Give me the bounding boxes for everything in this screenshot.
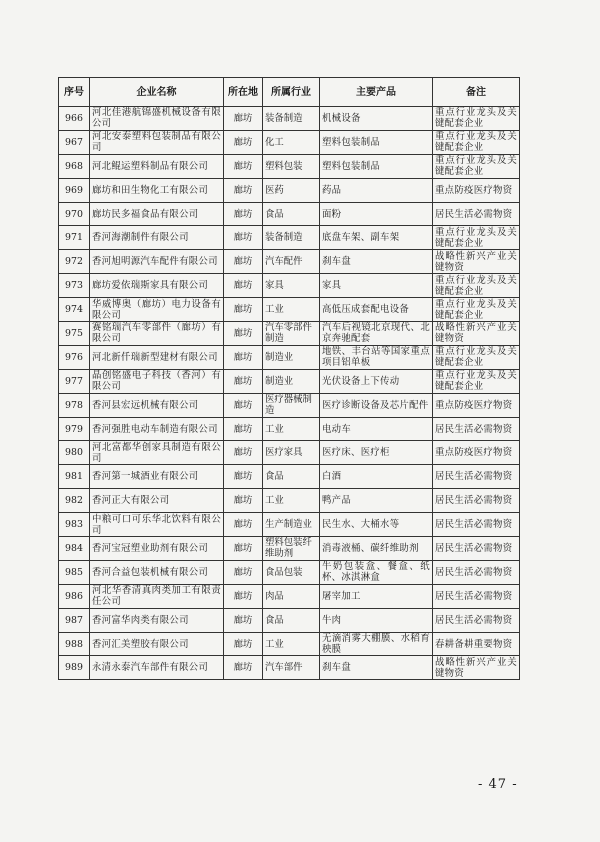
header-company: 企业名称 <box>90 78 224 107</box>
cell-products: 汽车后视镜北京现代、北京奔驰配套 <box>320 322 433 346</box>
cell-industry: 食品 <box>263 465 320 489</box>
cell-location: 廊坊 <box>224 178 263 202</box>
cell-index: 974 <box>59 298 90 322</box>
table-row <box>59 537 520 561</box>
cell-location: 廊坊 <box>224 489 263 513</box>
cell-location: 廊坊 <box>224 274 263 298</box>
cell-products: 药品 <box>320 178 433 202</box>
cell-notes: 居民生活必需物资 <box>433 584 520 608</box>
cell-industry: 家具 <box>263 274 320 298</box>
table-row <box>59 608 520 632</box>
cell-company: 香河县宏远机械有限公司 <box>90 393 224 417</box>
cell-products: 塑料包装制品 <box>320 130 433 154</box>
table-row <box>59 369 520 393</box>
cell-company: 河北富都华创家具制造有限公司 <box>90 441 224 465</box>
cell-index: 966 <box>59 107 90 131</box>
cell-notes: 居民生活必需物资 <box>433 202 520 226</box>
cell-products: 消毒液桶、碳纤维助剂 <box>320 537 433 561</box>
cell-products: 医疗床、医疗柜 <box>320 441 433 465</box>
cell-notes: 重点行业龙头及关键配套企业 <box>433 274 520 298</box>
cell-location: 廊坊 <box>224 107 263 131</box>
table-header-row <box>59 78 520 107</box>
cell-location: 廊坊 <box>224 584 263 608</box>
cell-company: 香河汇美塑胶有限公司 <box>90 632 224 656</box>
cell-company: 永清永泰汽车部件有限公司 <box>90 656 224 680</box>
cell-company: 中粮可口可乐华北饮料有限公司 <box>90 513 224 537</box>
cell-index: 987 <box>59 608 90 632</box>
table-row <box>59 250 520 274</box>
cell-company: 赛铭瑞汽车零部件（廊坊）有限公司 <box>90 322 224 346</box>
cell-products: 鸭产品 <box>320 489 433 513</box>
table-row <box>59 560 520 584</box>
table-row <box>59 632 520 656</box>
table-row <box>59 584 520 608</box>
cell-index: 967 <box>59 130 90 154</box>
cell-notes: 居民生活必需物资 <box>433 489 520 513</box>
header-notes: 备注 <box>433 78 520 107</box>
cell-company: 香河合益包装机械有限公司 <box>90 560 224 584</box>
table-row <box>59 441 520 465</box>
cell-index: 977 <box>59 369 90 393</box>
cell-location: 廊坊 <box>224 130 263 154</box>
cell-products: 刹车盘 <box>320 250 433 274</box>
cell-location: 廊坊 <box>224 441 263 465</box>
cell-company: 廊坊民多福食品有限公司 <box>90 202 224 226</box>
cell-products: 白酒 <box>320 465 433 489</box>
cell-products: 刹车盘 <box>320 656 433 680</box>
cell-industry: 装备制造 <box>263 107 320 131</box>
table-row <box>59 489 520 513</box>
cell-index: 975 <box>59 322 90 346</box>
cell-location: 廊坊 <box>224 656 263 680</box>
cell-company: 河北鲲运塑料制品有限公司 <box>90 154 224 178</box>
cell-location: 廊坊 <box>224 537 263 561</box>
cell-industry: 工业 <box>263 417 320 441</box>
cell-index: 968 <box>59 154 90 178</box>
cell-company: 香河旭明源汽车配件有限公司 <box>90 250 224 274</box>
cell-location: 廊坊 <box>224 393 263 417</box>
cell-products: 家具 <box>320 274 433 298</box>
cell-company: 河北安泰塑料包装制品有限公司 <box>90 130 224 154</box>
cell-notes: 战略性新兴产业关键物资 <box>433 656 520 680</box>
cell-location: 廊坊 <box>224 608 263 632</box>
cell-notes: 战略性新兴产业关键物资 <box>433 250 520 274</box>
cell-location: 廊坊 <box>224 632 263 656</box>
cell-industry: 装备制造 <box>263 226 320 250</box>
cell-products: 医疗诊断设备及芯片配件 <box>320 393 433 417</box>
cell-location: 廊坊 <box>224 154 263 178</box>
cell-index: 982 <box>59 489 90 513</box>
cell-products: 牛肉 <box>320 608 433 632</box>
cell-index: 978 <box>59 393 90 417</box>
cell-index: 985 <box>59 560 90 584</box>
cell-industry: 食品包装 <box>263 560 320 584</box>
cell-location: 廊坊 <box>224 345 263 369</box>
table-row <box>59 417 520 441</box>
header-products: 主要产品 <box>320 78 433 107</box>
cell-index: 989 <box>59 656 90 680</box>
cell-company: 晶创铭盛电子科技（香河）有限公司 <box>90 369 224 393</box>
cell-products: 地铁、丰台站等国家重点项目铝单板 <box>320 345 433 369</box>
cell-index: 979 <box>59 417 90 441</box>
table-row <box>59 322 520 346</box>
table-row <box>59 130 520 154</box>
cell-industry: 食品 <box>263 202 320 226</box>
header-industry: 所属行业 <box>263 78 320 107</box>
cell-industry: 塑料包装纤维助剂 <box>263 537 320 561</box>
cell-company: 廊坊爱依瑞斯家具有限公司 <box>90 274 224 298</box>
table-row <box>59 465 520 489</box>
cell-index: 970 <box>59 202 90 226</box>
cell-location: 廊坊 <box>224 298 263 322</box>
cell-notes: 居民生活必需物资 <box>433 608 520 632</box>
cell-company: 廊坊和田生物化工有限公司 <box>90 178 224 202</box>
enterprise-table <box>58 77 520 680</box>
cell-notes: 重点行业龙头及关键配套企业 <box>433 345 520 369</box>
cell-location: 廊坊 <box>224 250 263 274</box>
cell-notes: 重点防疫医疗物资 <box>433 441 520 465</box>
cell-notes: 居民生活必需物资 <box>433 417 520 441</box>
cell-products: 机械设备 <box>320 107 433 131</box>
table-body <box>59 107 520 680</box>
cell-notes: 战略性新兴产业关键物资 <box>433 322 520 346</box>
cell-index: 988 <box>59 632 90 656</box>
cell-notes: 居民生活必需物资 <box>433 465 520 489</box>
cell-industry: 塑料包装 <box>263 154 320 178</box>
table-row <box>59 154 520 178</box>
cell-company: 河北华香清真肉类加工有限责任公司 <box>90 584 224 608</box>
cell-industry: 化工 <box>263 130 320 154</box>
cell-products: 光伏设备上下传动 <box>320 369 433 393</box>
cell-notes: 居民生活必需物资 <box>433 513 520 537</box>
table-row <box>59 298 520 322</box>
cell-location: 廊坊 <box>224 202 263 226</box>
cell-index: 980 <box>59 441 90 465</box>
table-row <box>59 202 520 226</box>
cell-company: 香河强胜电动车制造有限公司 <box>90 417 224 441</box>
cell-industry: 汽车配件 <box>263 250 320 274</box>
header-location: 所在地 <box>224 78 263 107</box>
cell-notes: 重点行业龙头及关键配套企业 <box>433 226 520 250</box>
cell-products: 高低压成套配电设备 <box>320 298 433 322</box>
cell-industry: 医疗器械制造 <box>263 393 320 417</box>
cell-products: 底盘车架、副车架 <box>320 226 433 250</box>
table-row <box>59 226 520 250</box>
cell-index: 976 <box>59 345 90 369</box>
cell-notes: 重点行业龙头及关键配套企业 <box>433 369 520 393</box>
cell-location: 廊坊 <box>224 465 263 489</box>
table-row <box>59 393 520 417</box>
cell-products: 面粉 <box>320 202 433 226</box>
cell-products: 屠宰加工 <box>320 584 433 608</box>
cell-products: 民生水、大桶水等 <box>320 513 433 537</box>
cell-products: 电动车 <box>320 417 433 441</box>
cell-index: 969 <box>59 178 90 202</box>
cell-index: 973 <box>59 274 90 298</box>
cell-products: 无滴消雾大棚膜、水稻育秧膜 <box>320 632 433 656</box>
cell-products: 牛奶包装盒、餐盒、纸杯、冰淇淋盒 <box>320 560 433 584</box>
cell-industry: 制造业 <box>263 369 320 393</box>
cell-industry: 工业 <box>263 489 320 513</box>
cell-industry: 制造业 <box>263 345 320 369</box>
cell-notes: 重点防疫医疗物资 <box>433 178 520 202</box>
cell-industry: 工业 <box>263 298 320 322</box>
cell-notes: 居民生活必需物资 <box>433 560 520 584</box>
cell-notes: 重点行业龙头及关键配套企业 <box>433 130 520 154</box>
cell-company: 河北佳港航锦盛机械设备有限公司 <box>90 107 224 131</box>
cell-industry: 医疗家具 <box>263 441 320 465</box>
cell-products: 塑料包装制品 <box>320 154 433 178</box>
cell-company: 华威博奥（廊坊）电力设备有限公司 <box>90 298 224 322</box>
table-row <box>59 656 520 680</box>
cell-location: 廊坊 <box>224 560 263 584</box>
cell-notes: 重点行业龙头及关键配套企业 <box>433 107 520 131</box>
cell-industry: 医药 <box>263 178 320 202</box>
cell-industry: 汽车部件 <box>263 656 320 680</box>
cell-index: 971 <box>59 226 90 250</box>
cell-company: 香河正大有限公司 <box>90 489 224 513</box>
cell-location: 廊坊 <box>224 513 263 537</box>
cell-location: 廊坊 <box>224 322 263 346</box>
cell-index: 983 <box>59 513 90 537</box>
cell-location: 廊坊 <box>224 226 263 250</box>
cell-notes: 春耕备耕重要物资 <box>433 632 520 656</box>
cell-company: 河北新仟瑞新型建材有限公司 <box>90 345 224 369</box>
cell-company: 香河第一城酒业有限公司 <box>90 465 224 489</box>
cell-industry: 肉品 <box>263 584 320 608</box>
table-row <box>59 274 520 298</box>
cell-industry: 汽车零部件制造 <box>263 322 320 346</box>
page-number: - 47 - <box>478 777 518 792</box>
cell-industry: 工业 <box>263 632 320 656</box>
cell-notes: 重点行业龙头及关键配套企业 <box>433 154 520 178</box>
header-index: 序号 <box>59 78 90 107</box>
cell-index: 981 <box>59 465 90 489</box>
cell-index: 984 <box>59 537 90 561</box>
table-row <box>59 513 520 537</box>
cell-notes: 居民生活必需物资 <box>433 537 520 561</box>
cell-company: 香河海潮制件有限公司 <box>90 226 224 250</box>
table-row <box>59 178 520 202</box>
cell-industry: 生产制造业 <box>263 513 320 537</box>
cell-notes: 重点防疫医疗物资 <box>433 393 520 417</box>
cell-index: 972 <box>59 250 90 274</box>
cell-company: 香河富华肉类有限公司 <box>90 608 224 632</box>
cell-location: 廊坊 <box>224 417 263 441</box>
cell-index: 986 <box>59 584 90 608</box>
cell-location: 廊坊 <box>224 369 263 393</box>
table-row <box>59 345 520 369</box>
cell-industry: 食品 <box>263 608 320 632</box>
cell-notes: 重点行业龙头及关键配套企业 <box>433 298 520 322</box>
table-row <box>59 107 520 131</box>
cell-company: 香河宝冠塑业助剂有限公司 <box>90 537 224 561</box>
